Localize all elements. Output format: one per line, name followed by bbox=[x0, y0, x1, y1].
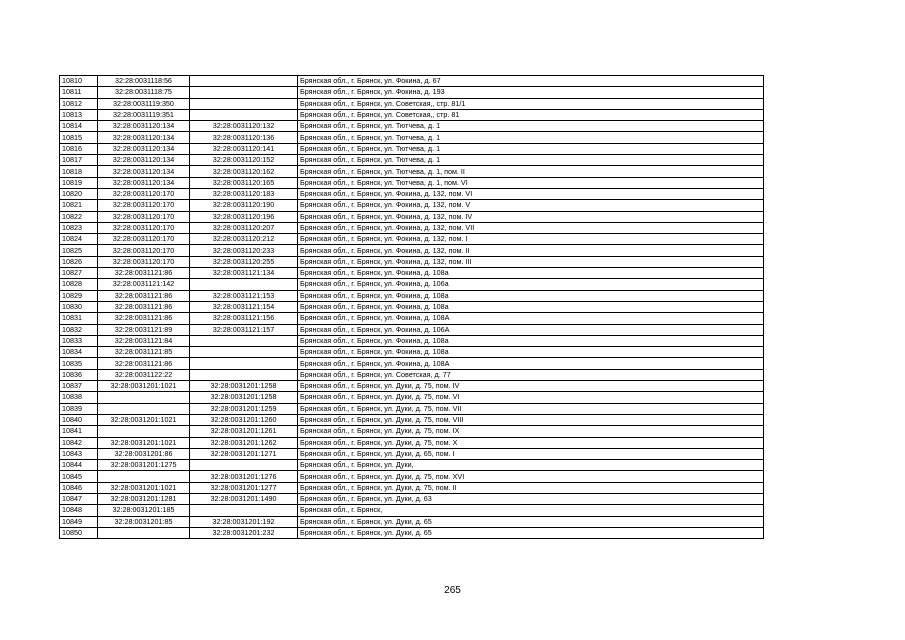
cadastral-number-cell bbox=[98, 471, 190, 482]
premises-cadastral-number-cell: 32:28:0031201:1259 bbox=[190, 403, 298, 414]
address-cell: Брянская обл., г. Брянск, ул. Дуки, д. 65 bbox=[298, 516, 764, 527]
row-number-cell: 10837 bbox=[60, 381, 98, 392]
table-row bbox=[60, 234, 764, 245]
premises-cadastral-number-cell bbox=[190, 347, 298, 358]
row-number-cell: 10843 bbox=[60, 448, 98, 459]
table-row bbox=[60, 200, 764, 211]
premises-cadastral-number-cell: 32:28:0031120:183 bbox=[190, 188, 298, 199]
row-number-cell: 10820 bbox=[60, 188, 98, 199]
address-cell: Брянская обл., г. Брянск, ул. Фокина, д. 108а bbox=[298, 268, 764, 279]
address-cell: Брянская обл., г. Брянск, ул. Дуки, д. 75, пом. X bbox=[298, 437, 764, 448]
row-number-cell: 10833 bbox=[60, 335, 98, 346]
cadastral-number-cell: 32:28:0031118:56 bbox=[98, 76, 190, 87]
row-number-cell: 10826 bbox=[60, 256, 98, 267]
table-row bbox=[60, 335, 764, 346]
table-row bbox=[60, 222, 764, 233]
address-cell: Брянская обл., г. Брянск, ул. Дуки, д. 75, пом. IX bbox=[298, 426, 764, 437]
premises-cadastral-number-cell: 32:28:0031120:165 bbox=[190, 177, 298, 188]
cadastral-number-cell: 32:28:0031120:170 bbox=[98, 188, 190, 199]
address-cell: Брянская обл., г. Брянск, ул. Фокина, д. 193 bbox=[298, 87, 764, 98]
premises-cadastral-number-cell: 32:28:0031201:1276 bbox=[190, 471, 298, 482]
premises-cadastral-number-cell bbox=[190, 76, 298, 87]
table-row bbox=[60, 448, 764, 459]
table-row bbox=[60, 268, 764, 279]
cadastral-number-cell: 32:28:0031120:134 bbox=[98, 155, 190, 166]
table-row bbox=[60, 369, 764, 380]
address-cell: Брянская обл., г. Брянск, ул. Дуки, д. 75, пом. II bbox=[298, 482, 764, 493]
row-number-cell: 10819 bbox=[60, 177, 98, 188]
premises-cadastral-number-cell: 32:28:0031120:132 bbox=[190, 121, 298, 132]
table-row bbox=[60, 166, 764, 177]
row-number-cell: 10849 bbox=[60, 516, 98, 527]
row-number-cell: 10821 bbox=[60, 200, 98, 211]
premises-cadastral-number-cell: 32:28:0031120:141 bbox=[190, 143, 298, 154]
cadastral-number-cell: 32:28:0031120:170 bbox=[98, 211, 190, 222]
premises-cadastral-number-cell bbox=[190, 98, 298, 109]
table-row bbox=[60, 403, 764, 414]
premises-cadastral-number-cell: 32:28:0031201:1277 bbox=[190, 482, 298, 493]
registry-table-body bbox=[60, 76, 764, 539]
address-cell: Брянская обл., г. Брянск, ул. Фокина, д. 132, пом. II bbox=[298, 245, 764, 256]
premises-cadastral-number-cell: 32:28:0031201:1260 bbox=[190, 414, 298, 425]
table-row bbox=[60, 392, 764, 403]
table-row bbox=[60, 132, 764, 143]
row-number-cell: 10830 bbox=[60, 301, 98, 312]
table-row bbox=[60, 188, 764, 199]
cadastral-number-cell: 32:28:0031121:84 bbox=[98, 335, 190, 346]
row-number-cell: 10835 bbox=[60, 358, 98, 369]
row-number-cell: 10813 bbox=[60, 109, 98, 120]
address-cell: Брянская обл., г. Брянск, ул. Тютчева, д. 1 bbox=[298, 143, 764, 154]
address-cell: Брянская обл., г. Брянск, ул. Фокина, д. 132, пом. III bbox=[298, 256, 764, 267]
row-number-cell: 10816 bbox=[60, 143, 98, 154]
row-number-cell: 10822 bbox=[60, 211, 98, 222]
address-cell: Брянская обл., г. Брянск, ул. Фокина, д. 132, пом. VI bbox=[298, 188, 764, 199]
address-cell: Брянская обл., г. Брянск, ул. Фокина, д. 108а bbox=[298, 290, 764, 301]
cadastral-number-cell: 32:28:0031120:134 bbox=[98, 132, 190, 143]
cadastral-number-cell: 32:28:0031201:1021 bbox=[98, 381, 190, 392]
cadastral-number-cell: 32:28:0031120:170 bbox=[98, 200, 190, 211]
table-row bbox=[60, 245, 764, 256]
cadastral-number-cell bbox=[98, 392, 190, 403]
table-row bbox=[60, 358, 764, 369]
address-cell: Брянская обл., г. Брянск, ул. Фокина, д. 132, пом. IV bbox=[298, 211, 764, 222]
cadastral-number-cell: 32:28:0031122:22 bbox=[98, 369, 190, 380]
premises-cadastral-number-cell bbox=[190, 358, 298, 369]
row-number-cell: 10811 bbox=[60, 87, 98, 98]
cadastral-number-cell: 32:28:0031121:86 bbox=[98, 268, 190, 279]
row-number-cell: 10823 bbox=[60, 222, 98, 233]
address-cell: Брянская обл., г. Брянск, ул. Дуки, д. 75, пом. VIII bbox=[298, 414, 764, 425]
premises-cadastral-number-cell: 32:28:0031120:196 bbox=[190, 211, 298, 222]
cadastral-number-cell: 32:28:0031119:350 bbox=[98, 98, 190, 109]
row-number-cell: 10832 bbox=[60, 324, 98, 335]
table-row bbox=[60, 143, 764, 154]
address-cell: Брянская обл., г. Брянск, ул. Советская, д. 77 bbox=[298, 369, 764, 380]
premises-cadastral-number-cell: 32:28:0031201:1258 bbox=[190, 392, 298, 403]
table-row bbox=[60, 516, 764, 527]
cadastral-number-cell: 32:28:0031120:134 bbox=[98, 177, 190, 188]
premises-cadastral-number-cell: 32:28:0031201:1271 bbox=[190, 448, 298, 459]
table-row bbox=[60, 471, 764, 482]
premises-cadastral-number-cell bbox=[190, 279, 298, 290]
premises-cadastral-number-cell: 32:28:0031201:1258 bbox=[190, 381, 298, 392]
table-row bbox=[60, 493, 764, 504]
address-cell: Брянская обл., г. Брянск, ул. Тютчева, д. 1 bbox=[298, 121, 764, 132]
premises-cadastral-number-cell: 32:28:0031120:162 bbox=[190, 166, 298, 177]
cadastral-number-cell: 32:28:0031120:134 bbox=[98, 143, 190, 154]
address-cell: Брянская обл., г. Брянск, ул. Фокина, д. 108а bbox=[298, 335, 764, 346]
table-row bbox=[60, 290, 764, 301]
row-number-cell: 10818 bbox=[60, 166, 98, 177]
table-row bbox=[60, 347, 764, 358]
address-cell: Брянская обл., г. Брянск, ул. Дуки, д. 65, пом. I bbox=[298, 448, 764, 459]
premises-cadastral-number-cell: 32:28:0031120:136 bbox=[190, 132, 298, 143]
row-number-cell: 10841 bbox=[60, 426, 98, 437]
row-number-cell: 10834 bbox=[60, 347, 98, 358]
table-row bbox=[60, 527, 764, 538]
table-row bbox=[60, 121, 764, 132]
table-row bbox=[60, 482, 764, 493]
cadastral-number-cell: 32:28:0031121:86 bbox=[98, 313, 190, 324]
cadastral-number-cell: 32:28:0031201:86 bbox=[98, 448, 190, 459]
row-number-cell: 10850 bbox=[60, 527, 98, 538]
row-number-cell: 10814 bbox=[60, 121, 98, 132]
cadastral-number-cell: 32:28:0031201:185 bbox=[98, 505, 190, 516]
premises-cadastral-number-cell: 32:28:0031120:233 bbox=[190, 245, 298, 256]
table-row bbox=[60, 301, 764, 312]
premises-cadastral-number-cell bbox=[190, 369, 298, 380]
cadastral-number-cell: 32:28:0031120:170 bbox=[98, 256, 190, 267]
row-number-cell: 10847 bbox=[60, 493, 98, 504]
row-number-cell: 10831 bbox=[60, 313, 98, 324]
table-row bbox=[60, 414, 764, 425]
table-row bbox=[60, 313, 764, 324]
premises-cadastral-number-cell: 32:28:0031201:1262 bbox=[190, 437, 298, 448]
cadastral-number-cell: 32:28:0031120:170 bbox=[98, 245, 190, 256]
cadastral-number-cell: 32:28:0031201:1021 bbox=[98, 414, 190, 425]
address-cell: Брянская обл., г. Брянск, ул. Фокина, д. 108а bbox=[298, 301, 764, 312]
cadastral-number-cell: 32:28:0031121:85 bbox=[98, 347, 190, 358]
table-row bbox=[60, 177, 764, 188]
address-cell: Брянская обл., г. Брянск, ул. Тютчева, д. 1 bbox=[298, 132, 764, 143]
premises-cadastral-number-cell: 32:28:0031120:212 bbox=[190, 234, 298, 245]
table-row bbox=[60, 381, 764, 392]
row-number-cell: 10840 bbox=[60, 414, 98, 425]
cadastral-number-cell: 32:28:0031121:86 bbox=[98, 301, 190, 312]
address-cell: Брянская обл., г. Брянск, ул. Фокина, д. 106А bbox=[298, 324, 764, 335]
row-number-cell: 10815 bbox=[60, 132, 98, 143]
address-cell: Брянская обл., г. Брянск, ул. Тютчева, д. 1 bbox=[298, 155, 764, 166]
table-row bbox=[60, 98, 764, 109]
cadastral-number-cell: 32:28:0031119:351 bbox=[98, 109, 190, 120]
address-cell: Брянская обл., г. Брянск, ул. Дуки, д. 75, пом. VII bbox=[298, 403, 764, 414]
premises-cadastral-number-cell bbox=[190, 335, 298, 346]
table-row bbox=[60, 426, 764, 437]
premises-cadastral-number-cell bbox=[190, 109, 298, 120]
cadastral-number-cell: 32:28:0031121:86 bbox=[98, 290, 190, 301]
address-cell: Брянская обл., г. Брянск, ул. Дуки, д. 75, пом. XVI bbox=[298, 471, 764, 482]
cadastral-number-cell: 32:28:0031120:170 bbox=[98, 222, 190, 233]
page-number: 265 bbox=[444, 585, 461, 596]
table-row bbox=[60, 155, 764, 166]
property-registry-table bbox=[59, 75, 764, 539]
table-row bbox=[60, 109, 764, 120]
table-row bbox=[60, 460, 764, 471]
table-row bbox=[60, 279, 764, 290]
premises-cadastral-number-cell: 32:28:0031120:255 bbox=[190, 256, 298, 267]
address-cell: Брянская обл., г. Брянск, ул. Фокина, д. 132, пом. I bbox=[298, 234, 764, 245]
row-number-cell: 10838 bbox=[60, 392, 98, 403]
premises-cadastral-number-cell: 32:28:0031120:190 bbox=[190, 200, 298, 211]
address-cell: Брянская обл., г. Брянск, ул. Фокина, д. 106а bbox=[298, 279, 764, 290]
premises-cadastral-number-cell: 32:28:0031201:232 bbox=[190, 527, 298, 538]
row-number-cell: 10848 bbox=[60, 505, 98, 516]
row-number-cell: 10845 bbox=[60, 471, 98, 482]
address-cell: Брянская обл., г. Брянск, ул. Фокина, д. 108А bbox=[298, 313, 764, 324]
cadastral-number-cell: 32:28:0031201:1281 bbox=[98, 493, 190, 504]
row-number-cell: 10844 bbox=[60, 460, 98, 471]
address-cell: Брянская обл., г. Брянск, ул. Фокина, д. 132, пом. VII bbox=[298, 222, 764, 233]
address-cell: Брянская обл., г. Брянск, ул. Тютчева, д. 1, пом. II bbox=[298, 166, 764, 177]
cadastral-number-cell: 32:28:0031121:86 bbox=[98, 358, 190, 369]
cadastral-number-cell: 32:28:0031121:89 bbox=[98, 324, 190, 335]
row-number-cell: 10810 bbox=[60, 76, 98, 87]
cadastral-number-cell: 32:28:0031118:75 bbox=[98, 87, 190, 98]
row-number-cell: 10812 bbox=[60, 98, 98, 109]
row-number-cell: 10829 bbox=[60, 290, 98, 301]
address-cell: Брянская обл., г. Брянск, ул. Фокина, д. 108а bbox=[298, 347, 764, 358]
premises-cadastral-number-cell: 32:28:0031121:156 bbox=[190, 313, 298, 324]
cadastral-number-cell: 32:28:0031121:142 bbox=[98, 279, 190, 290]
cadastral-number-cell bbox=[98, 527, 190, 538]
address-cell: Брянская обл., г. Брянск, ул. Дуки, д. 75, пом. IV bbox=[298, 381, 764, 392]
address-cell: Брянская обл., г. Брянск, ул. Дуки, д. 75, пом. VI bbox=[298, 392, 764, 403]
row-number-cell: 10817 bbox=[60, 155, 98, 166]
row-number-cell: 10827 bbox=[60, 268, 98, 279]
premises-cadastral-number-cell: 32:28:0031121:157 bbox=[190, 324, 298, 335]
table-row bbox=[60, 87, 764, 98]
premises-cadastral-number-cell: 32:28:0031120:152 bbox=[190, 155, 298, 166]
address-cell: Брянская обл., г. Брянск, ул. Фокина, д. 67 bbox=[298, 76, 764, 87]
premises-cadastral-number-cell bbox=[190, 460, 298, 471]
table-row bbox=[60, 256, 764, 267]
premises-cadastral-number-cell bbox=[190, 87, 298, 98]
premises-cadastral-number-cell: 32:28:0031201:1490 bbox=[190, 493, 298, 504]
table-row bbox=[60, 76, 764, 87]
premises-cadastral-number-cell: 32:28:0031201:192 bbox=[190, 516, 298, 527]
row-number-cell: 10839 bbox=[60, 403, 98, 414]
table-row bbox=[60, 324, 764, 335]
premises-cadastral-number-cell: 32:28:0031121:154 bbox=[190, 301, 298, 312]
address-cell: Брянская обл., г. Брянск, ул. Дуки, bbox=[298, 460, 764, 471]
address-cell: Брянская обл., г. Брянск, ул. Дуки, д. 65 bbox=[298, 527, 764, 538]
table-row bbox=[60, 505, 764, 516]
cadastral-number-cell: 32:28:0031201:1275 bbox=[98, 460, 190, 471]
row-number-cell: 10824 bbox=[60, 234, 98, 245]
row-number-cell: 10825 bbox=[60, 245, 98, 256]
address-cell: Брянская обл., г. Брянск, ул. Фокина, д. 132, пом. V bbox=[298, 200, 764, 211]
cadastral-number-cell bbox=[98, 426, 190, 437]
cadastral-number-cell: 32:28:0031120:134 bbox=[98, 166, 190, 177]
address-cell: Брянская обл., г. Брянск, ул. Фокина, д. 108А bbox=[298, 358, 764, 369]
premises-cadastral-number-cell: 32:28:0031201:1261 bbox=[190, 426, 298, 437]
cadastral-number-cell: 32:28:0031120:134 bbox=[98, 121, 190, 132]
cadastral-number-cell bbox=[98, 403, 190, 414]
premises-cadastral-number-cell: 32:28:0031120:207 bbox=[190, 222, 298, 233]
table-row bbox=[60, 211, 764, 222]
premises-cadastral-number-cell: 32:28:0031121:153 bbox=[190, 290, 298, 301]
row-number-cell: 10828 bbox=[60, 279, 98, 290]
table-row bbox=[60, 437, 764, 448]
row-number-cell: 10846 bbox=[60, 482, 98, 493]
address-cell: Брянская обл., г. Брянск, bbox=[298, 505, 764, 516]
address-cell: Брянская обл., г. Брянск, ул. Советская,, стр. 81/1 bbox=[298, 98, 764, 109]
address-cell: Брянская обл., г. Брянск, ул. Дуки, д. 63 bbox=[298, 493, 764, 504]
cadastral-number-cell: 32:28:0031201:1021 bbox=[98, 482, 190, 493]
premises-cadastral-number-cell: 32:28:0031121:134 bbox=[190, 268, 298, 279]
premises-cadastral-number-cell bbox=[190, 505, 298, 516]
row-number-cell: 10842 bbox=[60, 437, 98, 448]
cadastral-number-cell: 32:28:0031201:85 bbox=[98, 516, 190, 527]
address-cell: Брянская обл., г. Брянск, ул. Советская,, стр. 81 bbox=[298, 109, 764, 120]
address-cell: Брянская обл., г. Брянск, ул. Тютчева, д. 1, пом. VI bbox=[298, 177, 764, 188]
cadastral-number-cell: 32:28:0031201:1021 bbox=[98, 437, 190, 448]
cadastral-number-cell: 32:28:0031120:170 bbox=[98, 234, 190, 245]
row-number-cell: 10836 bbox=[60, 369, 98, 380]
